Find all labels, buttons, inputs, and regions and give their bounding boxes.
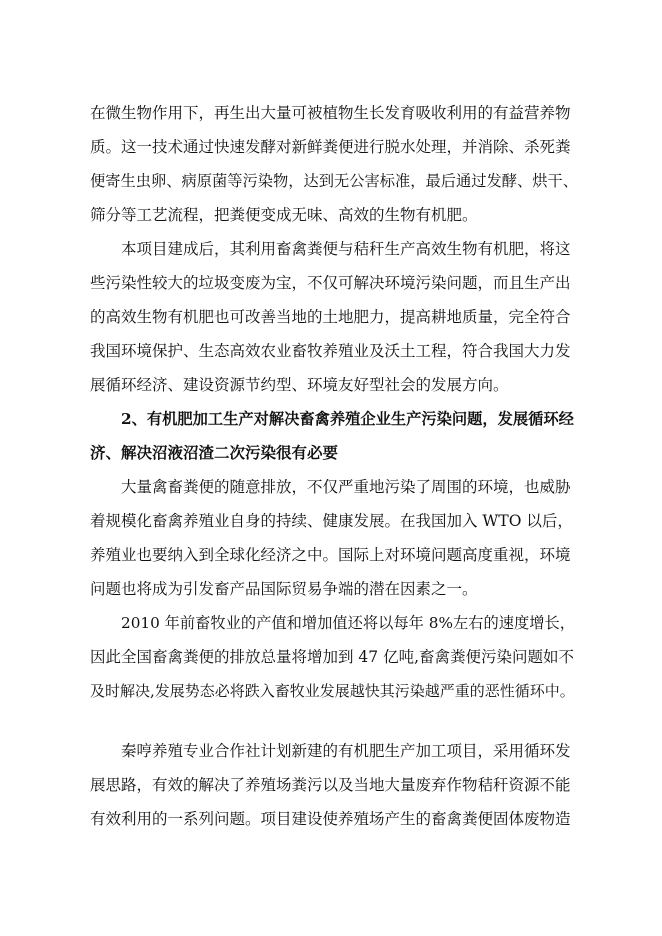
text-line: 便寄生虫卵、病原菌等污染物，达到无公害标准，最后通过发酵、烘干、: [90, 172, 578, 190]
text-line: 展思路，有效的解决了养殖场粪污以及当地大量废弃作物秸秆资源不能: [90, 776, 571, 794]
paragraph-2: [90, 232, 580, 402]
text-line: 本项目建成后，其利用畜禽粪便与秸秆生产高效生物有机肥，将这: [121, 240, 571, 258]
text-line: 筛分等工艺流程，把粪便变成无味、高效的生物有机肥。: [90, 206, 478, 224]
text-line: 些污染性较大的垃圾变废为宝，不仅可解决环境污染问题，而且生产出: [90, 274, 571, 292]
text-line: 秦哼养殖专业合作社计划新建的有机肥生产加工项目，采用循环发: [121, 742, 571, 760]
text-line: 质。这一技术通过快速发酵对新鲜粪便进行脱水处理，并消除、杀死粪: [90, 138, 571, 156]
text-line: 2010 年前畜牧业的产值和增加值还将以每年 8%左右的速度增长，: [121, 614, 575, 632]
text-line: 问题也将成为引发畜产品国际贸易争端的潜在因素之一。: [90, 580, 478, 598]
section-heading: [90, 402, 580, 470]
text-line: 大量禽畜粪便的随意排放，不仅严重地污染了周围的环境，也威胁: [121, 478, 571, 496]
text-line: 的高效生物有机肥也可改善当地的土地肥力，提高耕地质量，完全符合: [90, 308, 571, 326]
text-line: 因此全国畜禽粪便的排放总量将增加到 47 亿吨,畜禽粪便污染问题如不: [90, 648, 575, 666]
text-line: 有效利用的一系列问题。项目建设使养殖场产生的畜禽粪便固体废物造: [90, 810, 571, 828]
text-line: 养殖业也要纳入到全球化经济之中。国际上对环境问题高度重视，环境: [90, 546, 571, 564]
text-line: 展循环经济、建设资源节约型、环境友好型社会的发展方向。: [90, 376, 509, 394]
paragraph-1: [90, 96, 580, 232]
paragraph-3: [90, 470, 580, 606]
paragraph-4: [90, 606, 580, 708]
text-line: 及时解决,发展势态必将跌入畜牧业发展越快其污染越严重的恶性循环中。: [90, 682, 575, 700]
text-line: 着规模化畜禽养殖业自身的持续、健康发展。在我国加入 WTO 以后，: [90, 512, 573, 530]
text-line: 我国环境保护、生态高效农业畜牧养殖业及沃土工程，符合我国大力发: [90, 342, 571, 360]
heading-line: 济、解决沼液沼渣二次污染很有必要: [90, 443, 339, 462]
heading-line: 2、有机肥加工生产对解决畜禽养殖企业生产污染问题，发展循环经: [121, 410, 574, 428]
text-line: 在微生物作用下，再生出大量可被植物生长发育吸收利用的有益营养物: [90, 104, 571, 122]
paragraph-5: [90, 734, 580, 836]
